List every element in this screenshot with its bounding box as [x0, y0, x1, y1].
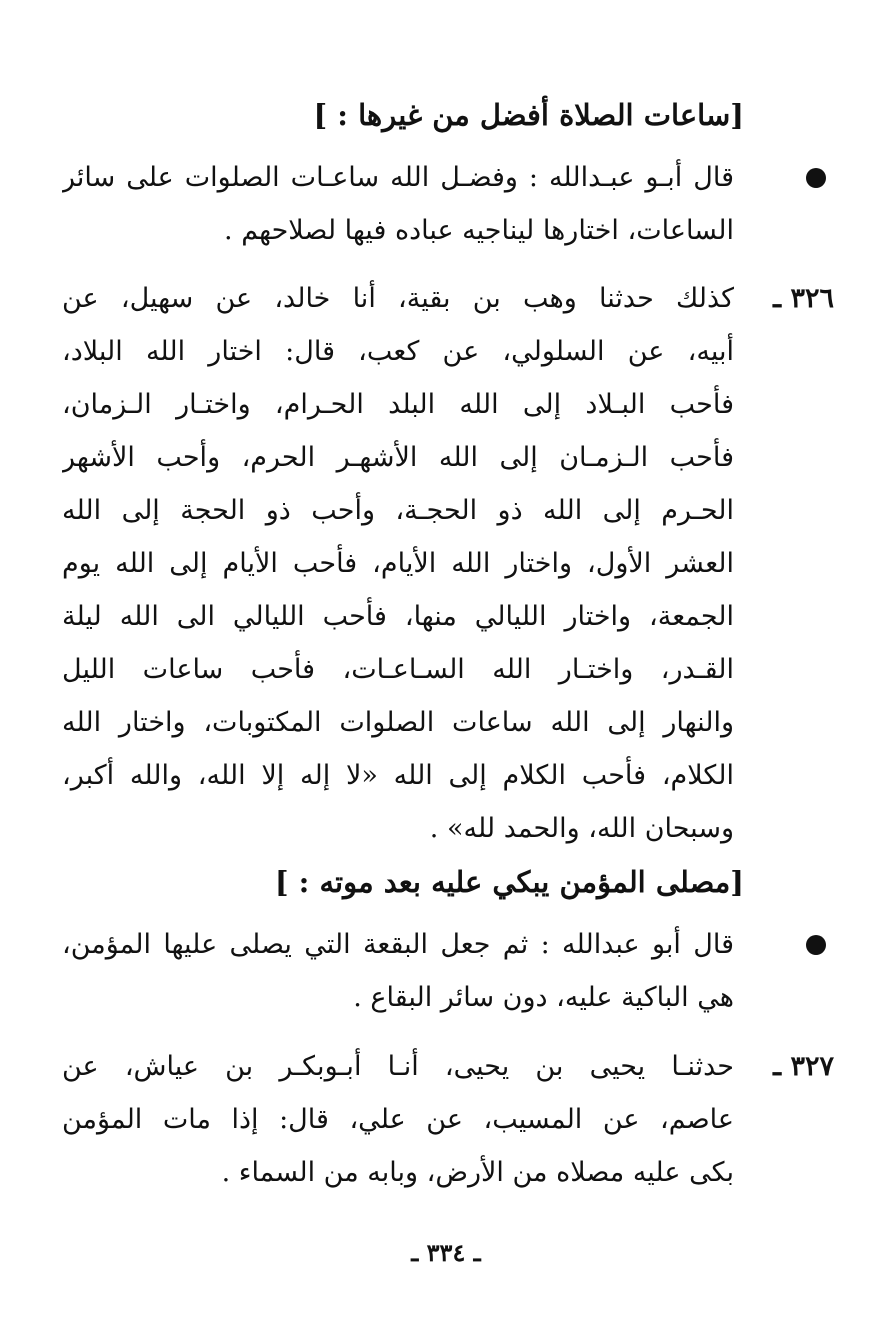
bullet-icon — [806, 168, 826, 188]
text-line: عاصم، عن المسيب، عن علي، قال: إذا مات المؤمن — [62, 1104, 734, 1135]
text-line: فأحب البـلاد إلى الله البلد الحـرام، واختـار الـزمان، — [62, 389, 734, 420]
section-heading-believer-prayer-place: [مصلى المؤمن يبكي عليه بعد موته : ] — [274, 865, 744, 899]
text-line: الساعات، اختارها ليناجيه عباده فيها لصلاحهم . — [224, 215, 734, 246]
paragraph-abu-abdullah-prayer-hours — [62, 151, 834, 257]
text-line: القـدر، واختـار الله السـاعـات، فأحب ساعات الليل — [62, 654, 734, 685]
bullet-icon — [806, 935, 826, 955]
text-line: الكلام، فأحب الكلام إلى الله «لا إله إلا الله، والله أكبر، — [62, 760, 734, 791]
text-line: والنهار إلى الله ساعات الصلوات المكتوبات، واختار الله — [62, 707, 734, 738]
section-heading-prayer-hours: [ساعات الصلاة أفضل من غيرها : ] — [313, 98, 744, 132]
text-line: العشر الأول، واختار الله الأيام، فأحب الأيام إلى الله يوم — [62, 548, 734, 579]
hadith-number: ٣٢٧ ـ — [773, 1051, 834, 1082]
text-line: كذلك حدثنا وهب بن بقية، أنا خالد، عن سهيل، عن — [62, 283, 734, 314]
text-line: أبيه، عن السلولي، عن كعب، قال: اختار الله البلاد، — [62, 336, 734, 367]
text-line: الحـرم إلى الله ذو الحجـة، وأحب ذو الحجة إلى الله — [62, 495, 734, 526]
text-line: حدثنـا يحيى بن يحيى، أنـا أبـوبكـر بن عياش، عن — [62, 1051, 734, 1082]
text-line: قال أبو عبدالله : ثم جعل البقعة التي يصلى عليها المؤمن، — [62, 929, 734, 960]
text-line: هي الباكية عليه، دون سائر البقاع . — [353, 982, 734, 1013]
paragraph-abu-abdullah-prayer-place — [62, 918, 834, 1024]
page-number: ـ ٣٣٤ ـ — [411, 1238, 481, 1267]
hadith-327 — [62, 1040, 834, 1199]
text-line: بكى عليه مصلاه من الأرض، وبابه من السماء . — [221, 1157, 734, 1188]
hadith-number: ٣٢٦ ـ — [773, 283, 834, 314]
text-line: فأحب الـزمـان إلى الله الأشهـر الحرم، وأحب الأشهر — [62, 442, 734, 473]
text-line: قال أبـو عبـدالله : وفضـل الله ساعـات الصلوات على سائر — [62, 162, 734, 193]
text-line: وسبحان الله، والحمد لله» . — [429, 813, 734, 844]
text-line: الجمعة، واختار الليالي منها، فأحب الليالي الى الله ليلة — [62, 601, 734, 632]
hadith-326 — [62, 272, 834, 855]
